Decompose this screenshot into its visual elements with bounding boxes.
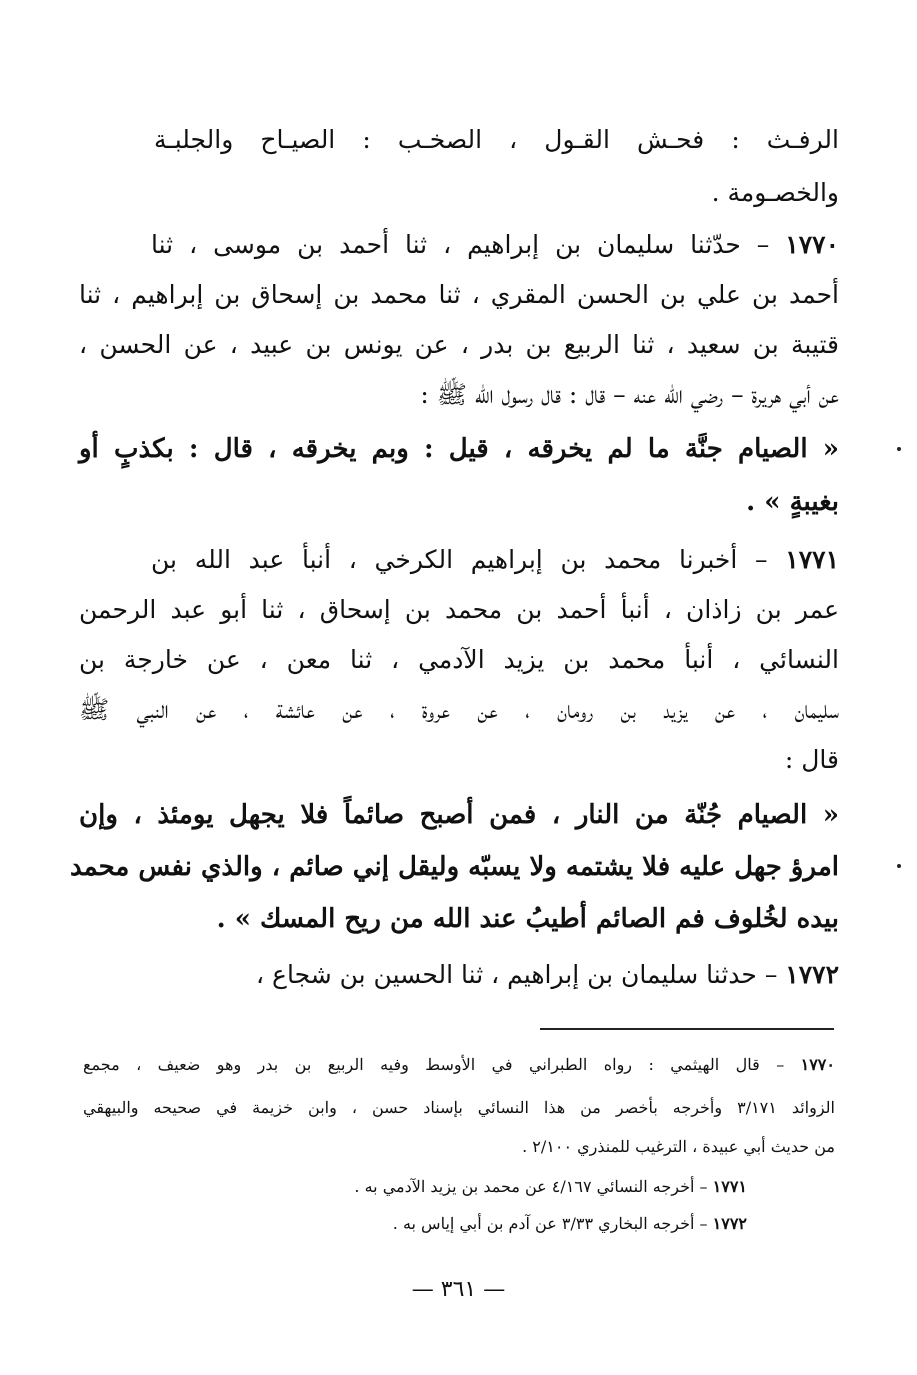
hadith-1771-quote: امرؤ جهل عليه فلا يشتمه ولا يسبّه وليقل إني صائم ، والذي نفس محمد (69, 852, 839, 882)
hadith-number: ١٧٧٠ (785, 230, 839, 259)
hadith-text: – حدثنا سليمان بن إبراهيم ، ثنا الحسين بن شجاع ، (256, 960, 778, 989)
hadith-1770-line: أحمد بن علي بن الحسن المقري ، ثنا محمد بن إسحاق بن إبراهيم ، ثنا (79, 280, 839, 309)
footnote-text: – قال الهيثمي : رواه الطبراني في الأوسط وفيه الربيع بن بدر وهو ضعيف ، مجمع (83, 1055, 785, 1074)
footnote-text: – أخرجه النسائي ٤/١٦٧ عن محمد بن يزيد الآدمي به . (354, 1177, 708, 1196)
hadith-1771-line: سليمان ، عن يزيد بن رومان ، عن عروة ، عن عائشة ، عن النبي ﷺ (79, 695, 839, 724)
hadith-1771-line (151, 540, 839, 580)
hadith-text: – حدّثنا سليمان بن إبراهيم ، ثنا أحمد بن موسى ، ثنا (151, 230, 770, 259)
hadith-text: – أخبرنا محمد بن إبراهيم الكرخي ، أنبأ عبد الله بن (151, 545, 768, 574)
hadith-1771-quote: بيده لخُلوف فم الصائم أطيبُ عند الله من ريح المسك » . (216, 904, 839, 934)
footnote-1771-line (83, 1174, 747, 1200)
hadith-1770-line: عن أبي هريرة – رضي الله عنه – قال : قال رسول الله ﷺ : (420, 380, 839, 409)
hadith-1771-line: النسائي ، أنبأ محمد بن يزيد الآدمي ، ثنا معن ، عن خارجة بن (79, 645, 839, 674)
hadith-1770-quote: « الصيام جنَّة ما لم يخرقه ، قيل : وبم يخرقه ، قال : بكذبٍ أو (79, 434, 839, 464)
footnote-rule (540, 1028, 834, 1030)
hadith-number: ١٧٧١ (785, 545, 839, 574)
hadith-1770-line: قتيبة بن سعيد ، ثنا الربيع بن بدر ، عن يونس بن عبيد ، عن الحسن ، (79, 330, 839, 359)
hadith-number: ١٧٧٢ (785, 960, 839, 989)
footnote-1770-line (83, 1052, 835, 1078)
hadith-1771-line: عمر بن زاذان ، أنبأ أحمد بن محمد بن إسحاق ، ثنا أبو عبد الرحمن (79, 595, 839, 624)
footnote-1772-line (83, 1211, 747, 1237)
footnote-number: ١٧٧٢ (712, 1214, 747, 1233)
margin-mark (897, 447, 901, 451)
margin-mark (897, 864, 901, 868)
footnote-1770-line: الزوائد ٣/١٧١ وأخرجه بأخصر من هذا النسائي بإسناد حسن ، وابن خزيمة في صحيحه والبيهقي (83, 1098, 836, 1117)
hadith-1771-line: قال : (784, 745, 839, 774)
footnote-number: ١٧٧١ (712, 1177, 747, 1196)
footnote-number: ١٧٧٠ (800, 1055, 835, 1074)
footnote-text: – أخرجه البخاري ٣/٣٣ عن آدم بن أبي إياس به . (392, 1214, 708, 1233)
glossary-line: والخصـومة . (711, 178, 839, 207)
hadith-1770-line (151, 225, 839, 265)
hadith-1771-quote: « الصيام جُنّة من النار ، فمن أصبح صائماً فلا يجهل يومئذ ، وإن (79, 800, 839, 830)
page-number: — ٣٦١ — (411, 1277, 506, 1302)
glossary-line: الرفـث : فحـش القـول ، الصخـب : الصيـاح والجلبـة (154, 125, 839, 154)
hadith-1770-quote: بغيبةٍ » . (746, 487, 839, 517)
footnote-1770-line: من حديث أبي عبيدة ، الترغيب للمنذري ٢/١٠٠ . (522, 1137, 835, 1156)
hadith-1772-line (151, 955, 839, 995)
